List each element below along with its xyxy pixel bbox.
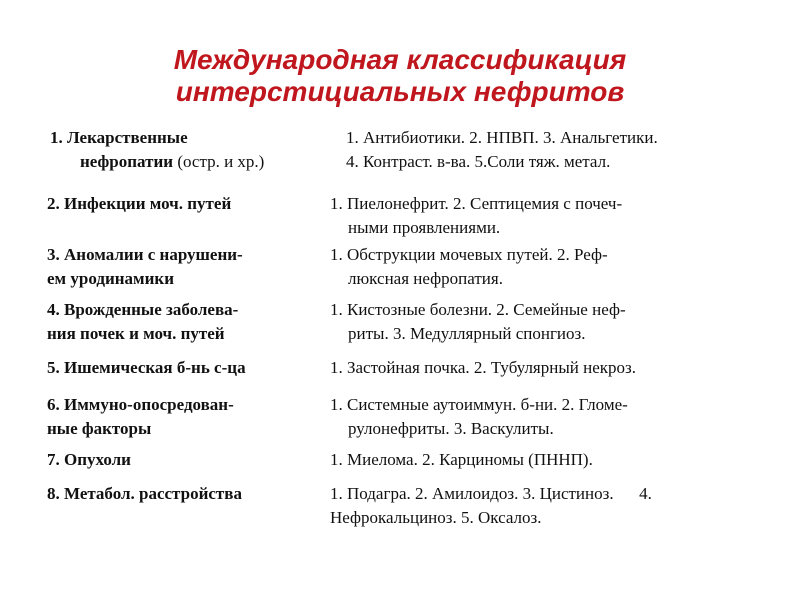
- category-details: [330, 448, 770, 472]
- category-label: [47, 192, 317, 216]
- category-line-1: 5. Ишемическая б-нь с-ца: [47, 358, 246, 377]
- details-line-2: Нефрокальциноз. 5. Оксалоз.: [330, 508, 542, 527]
- details-line-1: 1. Обструкции мочевых путей. 2. Реф-: [330, 245, 608, 264]
- title-line-1: Международная классификация: [173, 44, 627, 75]
- details-line-1: 1. Застойная почка. 2. Тубулярный некроз.: [330, 358, 636, 377]
- category-details: [330, 298, 770, 346]
- details-line-1: 1. Пиелонефрит. 2. Септицемия с почеч-: [330, 194, 623, 213]
- details-line-1: 1. Миелома. 2. Карциномы (ПННП).: [330, 450, 593, 469]
- category-suffix: (остр. и хр.): [173, 152, 265, 171]
- category-label: [47, 482, 317, 506]
- category-line-1: 4. Врожденные заболева-: [47, 300, 239, 319]
- category-line-1: 1. Лекарственные: [50, 128, 188, 147]
- details-line-1: 1. Антибиотики. 2. НПВП. 3. Анальгетики.: [346, 128, 658, 147]
- category-line-2: ные факторы: [47, 419, 152, 438]
- details-line-2: риты. 3. Медуллярный спонгиоз.: [348, 324, 586, 343]
- category-details: [330, 243, 770, 291]
- category-label: [50, 126, 320, 174]
- category-line-2-text: нефропатии: [80, 152, 174, 171]
- category-line-1: 3. Аномалии с нарушени-: [47, 245, 243, 264]
- page-title: [0, 44, 800, 108]
- category-line-2: [50, 150, 320, 174]
- title-line-2: интерстициальных нефритов: [175, 76, 625, 107]
- category-line-2: ем уродинамики: [47, 269, 174, 288]
- details-line-1: 1. Системные аутоиммун. б-ни. 2. Гломе-: [330, 395, 628, 414]
- details-line-1: 1. Кистозные болезни. 2. Семейные неф-: [330, 300, 626, 319]
- category-details: [330, 192, 770, 240]
- category-line-1: 2. Инфекции моч. путей: [47, 194, 232, 213]
- details-line-1: 1. Подагра. 2. Амилоидоз. 3. Цистиноз. 4.: [330, 484, 652, 503]
- category-line-2: ния почек и моч. путей: [47, 324, 225, 343]
- category-details: [330, 482, 770, 530]
- category-label: [47, 243, 317, 291]
- category-line-1: 8. Метабол. расстройства: [47, 484, 242, 503]
- category-line-1: 7. Опухоли: [47, 450, 131, 469]
- category-line-1: 6. Иммуно-опосредован-: [47, 395, 234, 414]
- category-details: [330, 356, 770, 380]
- details-line-2: 4. Контраст. в-ва. 5.Соли тяж. метал.: [346, 152, 611, 171]
- details-line-2: ными проявлениями.: [348, 218, 501, 237]
- category-label: [47, 448, 317, 472]
- details-line-2: рулонефриты. 3. Васкулиты.: [348, 419, 554, 438]
- category-label: [47, 393, 317, 441]
- category-label: [47, 298, 317, 346]
- category-details: [330, 393, 770, 441]
- details-line-2: люксная нефропатия.: [348, 269, 503, 288]
- category-details: [346, 126, 786, 174]
- category-label: [47, 356, 317, 380]
